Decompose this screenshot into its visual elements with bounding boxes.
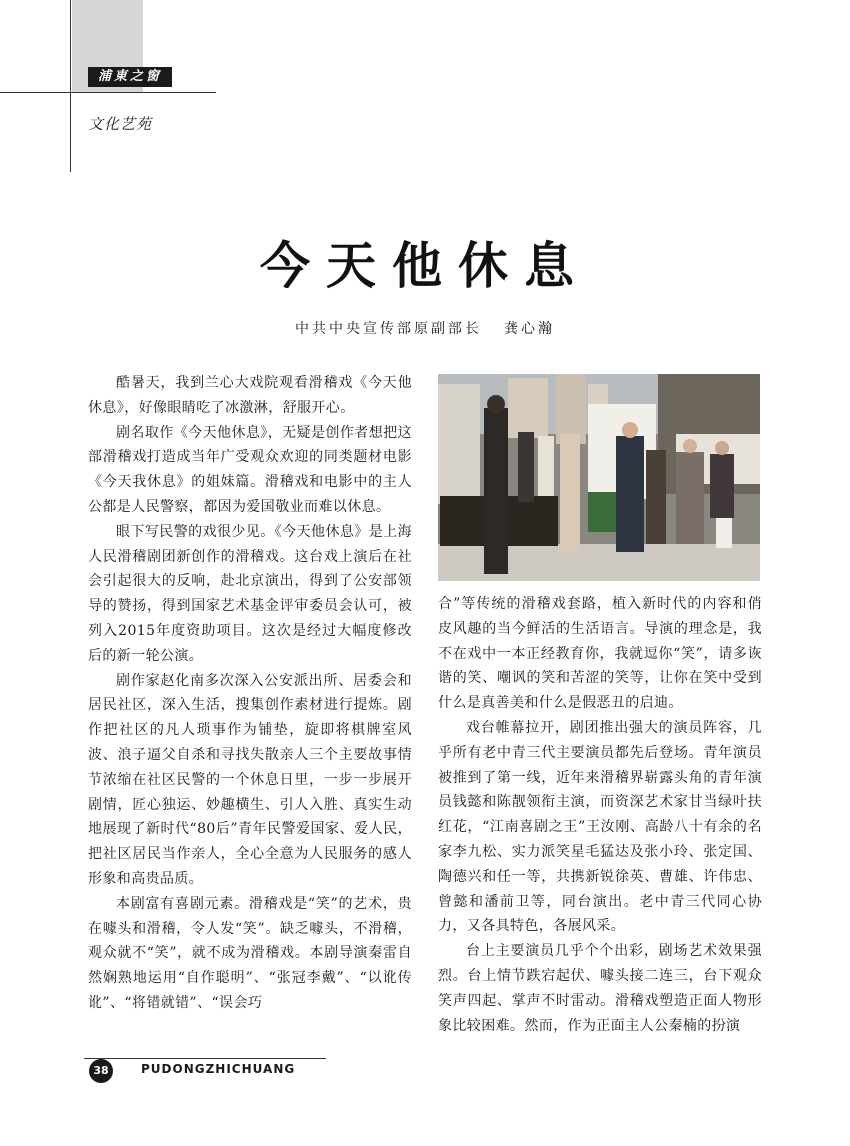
magazine-logo: 浦東之窗 [88, 67, 172, 87]
paragraph: 剧作家赵化南多次深入公安派出所、居委会和居民社区，深入生活，搜集创作素材进行提炼。剧作把社区的凡人琐事作为铺垫，旋即将棋牌室风波、浪子逼父自杀和寻找失散亲人三个主要故事情节浓缩在社区民警的一个休息日里，一步一步展开剧情，匠心独运、妙趣横生、引人入胜、真实生动地展现了新时代“80后”青年民警爱国家、爱人民，把社区居民当作亲人，全心全意为人民服务的感人形象和高贵品质。 [88, 672, 412, 887]
paragraph: 合”等传统的滑稽戏套路，植入新时代的内容和俏皮风趣的当今鲜活的生活语言。导演的理念是，我不在戏中一本正经教育你，我就逗你“笑”，请多诙谐的笑、嘲讽的笑和苦涩的笑等，让你在笑中受到什么是真善美和什么是假恶丑的启迪。 [438, 596, 762, 712]
paragraph: 本剧富有喜剧元素。滑稽戏是“笑”的艺术，贵在噱头和滑稽，令人发“笑”。缺乏噱头，不滑稽，观众就不“笑”，就不成为滑稽戏。本剧导演秦雷自然娴熟地运用“自作聪明”、“张冠李戴”、“以讹传讹”、“将错就错”、“误会巧 [88, 895, 412, 1011]
header-horizontal-rule [0, 92, 216, 93]
page-number: 38 [89, 1059, 113, 1083]
paragraph: 眼下写民警的戏很少见。《今天他休息》是上海人民滑稽剧团新创作的滑稽戏。这台戏上演后在社会引起很大的反响，赴北京演出，得到了公安部领导的赞扬，得到国家艺术基金评审委员会认可，被列入2015年度资助项目。这次是经过大幅度修改后的新一轮公演。 [88, 523, 412, 664]
magazine-name: PUDONGZHICHUANG [141, 1062, 296, 1076]
article-title: 今天他休息 [260, 237, 590, 295]
paragraph: 台上主要演员几乎个个出彩，剧场艺术效果强烈。台上情节跌宕起伏、噱头接二连三，台下观众笑声四起、掌声不时雷动。滑稽戏塑造正面人物形象比较困难。然而，作为正面主人公秦楠的扮演 [438, 943, 762, 1034]
author-name: 龚心瀚 [504, 321, 555, 337]
article-left-column [88, 371, 412, 1016]
section-label: 文化艺苑 [88, 115, 153, 133]
header-vertical-rule [70, 0, 71, 172]
byline [0, 318, 850, 338]
author-affiliation: 中共中央宣传部原副部长 [295, 321, 482, 337]
footer-rule [84, 1058, 326, 1059]
paragraph: 戏台帷幕拉开，剧团推出强大的演员阵容，几乎所有老中青三代主要演员都先后登场。青年演员被推到了第一线，近年来滑稽界崭露头角的青年演员钱懿和陈靓领衔主演，而资深艺术家甘当绿叶扶红花，“江南喜剧之王”王汝刚、高龄八十有余的名家李九松、实力派笑星毛猛达及张小玲、张定国、陶德兴和任一等，共携新锐徐英、曹雄、许伟忠、曾懿和潘前卫等，同台演出。老中青三代同心协力，又各具特色，各展风采。 [438, 719, 762, 935]
paragraph: 剧名取作《今天他休息》，无疑是创作者想把这部滑稽戏打造成当年广受观众欢迎的同类题材电影《今天我休息》的姐妹篇。滑稽戏和电影中的主人公都是人民警察，都因为爱国敬业而难以休息。 [88, 424, 412, 515]
article-right-column [438, 592, 762, 1038]
paragraph: 酷暑天，我到兰心大戏院观看滑稽戏《今天他休息》，好像眼睛吃了冰激淋，舒服开心。 [88, 375, 412, 416]
stage-photo [438, 374, 760, 581]
